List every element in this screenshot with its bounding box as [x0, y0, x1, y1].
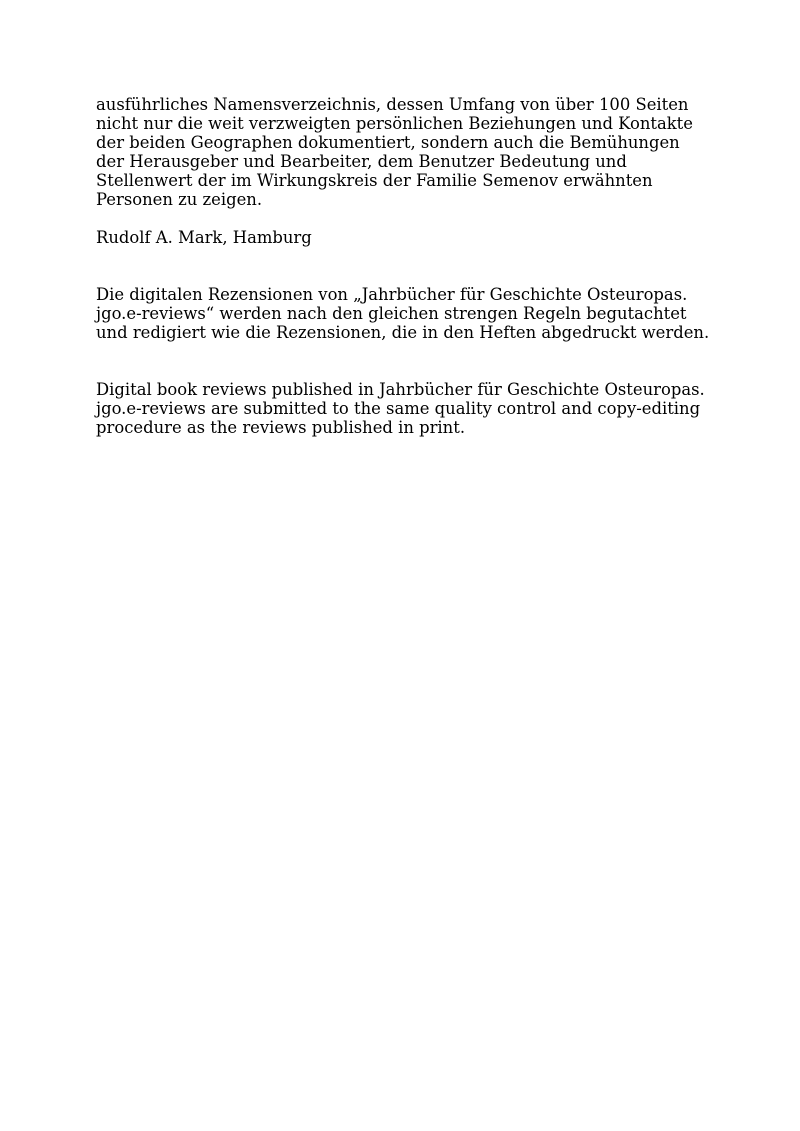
paragraph-line: ausführliches Namensverzeichnis, dessen Umfang von über 100 Seiten: [96, 95, 689, 114]
spacer: [96, 247, 726, 285]
paragraph-line: Stellenwert der im Wirkungskreis der Familie Semenov erwähnten: [96, 171, 653, 190]
author-line: Rudolf A. Mark, Hamburg: [96, 228, 312, 247]
notice-line: Die digitalen Rezensionen von „Jahrbücher für Geschichte Osteuropas.: [96, 285, 688, 304]
review-paragraph: [96, 95, 726, 209]
notice-line: jgo.e-reviews“ werden nach den gleichen strengen Regeln begutachtet: [96, 304, 687, 323]
notice-line: procedure as the reviews published in print.: [96, 418, 466, 437]
paragraph-line: nicht nur die weit verzweigten persönlichen Beziehungen und Kontakte: [96, 114, 693, 133]
notice-line: und redigiert wie die Rezensionen, die in den Heften abgedruckt werden.: [96, 323, 710, 342]
notice-line: Digital book reviews published in Jahrbücher für Geschichte Osteuropas.: [96, 380, 705, 399]
reviewer-signature: [96, 228, 726, 247]
notice-english: [96, 380, 726, 437]
paragraph-line: der Herausgeber und Bearbeiter, dem Benutzer Bedeutung und: [96, 152, 627, 171]
document-page: [96, 95, 726, 437]
paragraph-line: der beiden Geographen dokumentiert, sondern auch die Bemühungen: [96, 133, 680, 152]
notice-german: [96, 285, 726, 342]
paragraph-line: Personen zu zeigen.: [96, 190, 263, 209]
notice-line: jgo.e-reviews are submitted to the same quality control and copy-editing: [96, 399, 701, 418]
spacer: [96, 342, 726, 380]
spacer: [96, 209, 726, 228]
